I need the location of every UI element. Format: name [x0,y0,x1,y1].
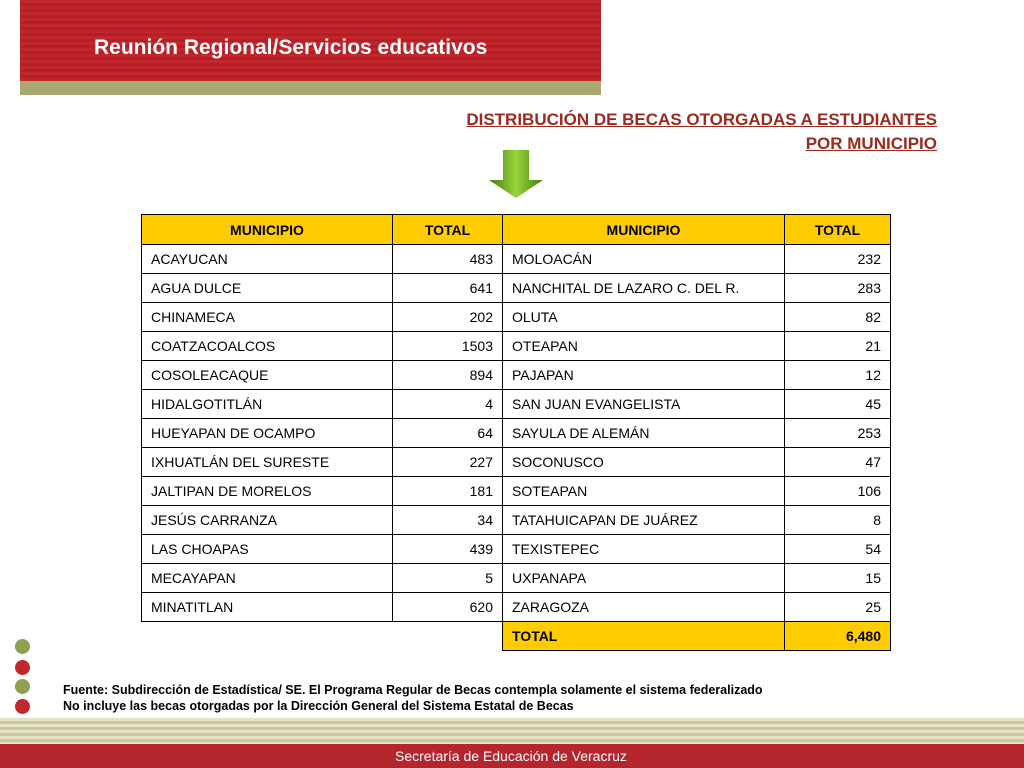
column-header-municipio: MUNICIPIO [503,215,785,245]
total-cell: 283 [785,274,891,303]
municipio-cell: SOCONUSCO [503,448,785,477]
total-cell: 21 [785,332,891,361]
municipio-cell: JALTIPAN DE MORELOS [142,477,393,506]
source-footnote [63,682,763,714]
municipio-cell: JESÚS CARRANZA [142,506,393,535]
total-cell: 15 [785,564,891,593]
total-cell: 4 [393,390,503,419]
total-cell: 34 [393,506,503,535]
empty-cell [393,622,503,651]
municipio-cell: MINATITLAN [142,593,393,622]
municipio-cell: PAJAPAN [503,361,785,390]
table-row [142,477,891,506]
municipio-cell: COSOLEACAQUE [142,361,393,390]
down-arrow-icon [487,150,545,198]
total-cell: 54 [785,535,891,564]
municipio-cell: AGUA DULCE [142,274,393,303]
table-row [142,274,891,303]
municipio-cell: IXHUATLÁN DEL SURESTE [142,448,393,477]
total-cell: 620 [393,593,503,622]
table-row [142,535,891,564]
municipio-cell: SOTEAPAN [503,477,785,506]
table-row [142,332,891,361]
decorative-dot-red [15,699,30,714]
total-label: TOTAL [503,622,785,651]
total-cell: 483 [393,245,503,274]
total-cell: 106 [785,477,891,506]
document-title [466,108,937,156]
total-cell: 5 [393,564,503,593]
total-cell: 1503 [393,332,503,361]
table-row [142,564,891,593]
municipio-cell: TEXISTEPEC [503,535,785,564]
document-title-line2: POR MUNICIPIO [805,134,937,153]
table-row [142,361,891,390]
table-row [142,245,891,274]
footnote-line2: No incluye las becas otorgadas por la Dirección General del Sistema Estatal de Becas [63,699,574,713]
total-cell: 253 [785,419,891,448]
decorative-dot-olive [15,679,30,694]
total-cell: 25 [785,593,891,622]
grand-total-value: 6,480 [785,622,891,651]
becas-table [141,214,891,651]
municipio-cell: MOLOACÁN [503,245,785,274]
table-row [142,419,891,448]
decorative-dot-red [15,660,30,675]
table-row [142,593,891,622]
municipio-cell: HIDALGOTITLÁN [142,390,393,419]
table-header-row [142,215,891,245]
municipio-cell: NANCHITAL DE LAZARO C. DEL R. [503,274,785,303]
municipio-cell: ACAYUCAN [142,245,393,274]
municipio-cell: SAYULA DE ALEMÁN [503,419,785,448]
header-title: Reunión Regional/Servicios educativos [94,36,488,59]
total-cell: 641 [393,274,503,303]
total-cell: 894 [393,361,503,390]
total-cell: 202 [393,303,503,332]
table-row [142,448,891,477]
municipio-cell: COATZACOALCOS [142,332,393,361]
total-cell: 47 [785,448,891,477]
municipio-cell: HUEYAPAN DE OCAMPO [142,419,393,448]
municipio-cell: OTEAPAN [503,332,785,361]
municipio-cell: SAN JUAN EVANGELISTA [503,390,785,419]
total-cell: 82 [785,303,891,332]
column-header-municipio: MUNICIPIO [142,215,393,245]
column-header-total: TOTAL [393,215,503,245]
total-cell: 64 [393,419,503,448]
footer-text: Secretaría de Educación de Veracruz [395,748,627,764]
total-cell: 232 [785,245,891,274]
header-accent-stripe [20,81,601,95]
total-cell: 12 [785,361,891,390]
municipio-cell: LAS CHOAPAS [142,535,393,564]
empty-cell [142,622,393,651]
decorative-dot-olive [15,639,30,654]
municipio-cell: ZARAGOZA [503,593,785,622]
municipio-cell: TATAHUICAPAN DE JUÁREZ [503,506,785,535]
total-cell: 227 [393,448,503,477]
total-cell: 45 [785,390,891,419]
table-row [142,303,891,332]
municipio-cell: OLUTA [503,303,785,332]
bottom-decorative-stripe [0,718,1024,744]
municipio-cell: UXPANAPA [503,564,785,593]
municipio-cell: MECAYAPAN [142,564,393,593]
total-cell: 8 [785,506,891,535]
table-row [142,390,891,419]
municipio-cell: CHINAMECA [142,303,393,332]
total-cell: 439 [393,535,503,564]
table-total-row [142,622,891,651]
total-cell: 181 [393,477,503,506]
table-row [142,506,891,535]
document-title-line1: DISTRIBUCIÓN DE BECAS OTORGADAS A ESTUDIANTES [466,110,937,129]
footnote-line1: Fuente: Subdirección de Estadística/ SE. El Programa Regular de Becas contempla solamente el sistema federalizado [63,683,763,697]
column-header-total: TOTAL [785,215,891,245]
